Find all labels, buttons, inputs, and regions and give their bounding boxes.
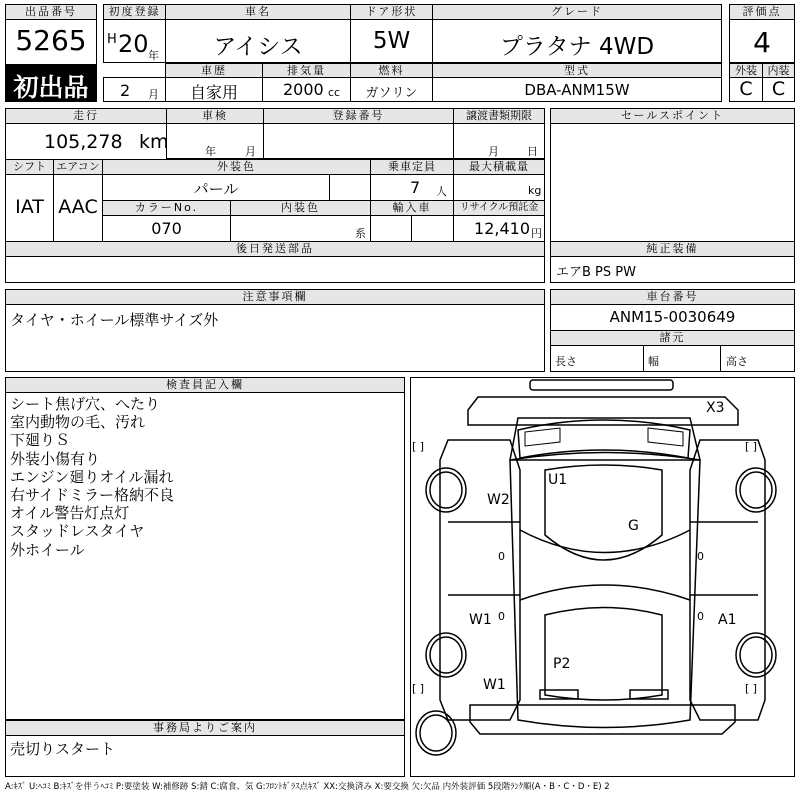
color-no-label: カラーNo. (102, 200, 231, 216)
door-type: 5W (372, 28, 411, 54)
genuine-label: 純正装備 (550, 241, 795, 257)
mark-zero: 0 (697, 610, 704, 623)
mark-w2: W2 (487, 492, 510, 508)
headlight-left (525, 428, 560, 446)
color-no: 070 (151, 219, 182, 238)
transfer-day-unit: 日 (527, 145, 538, 158)
recycle-unit: 円 (531, 227, 542, 240)
caution-text: タイヤ・ホイール標準サイズ外 (10, 311, 219, 329)
int-color-suffix: 系 (355, 227, 366, 240)
inspector-note: オイル警告灯点灯 (10, 504, 130, 523)
inspector-note: シート焦げ穴、へたり (10, 395, 161, 413)
recycle-label: リサイクル預託金 (453, 200, 545, 216)
car-name-label: 車名 (165, 4, 351, 20)
inspector-note: 右サイドミラー格納不良 (10, 486, 174, 505)
score: 4 (753, 26, 771, 59)
legend: A:ｷｽﾞ U:ﾍｺﾐ B:ｷｽﾞを伴うﾍｺﾐ P:要塗装 W:補修跡 S:錆 C:腐食、気 G:ﾌﾛﾝﾄｶﾞﾗｽ点ｷｽﾞ XX:交換済み X:要交換 欠:欠品 内外装評価 5段階ﾗﾝｸ順(A・B・C・D・E) 2 (5, 782, 610, 792)
spare-tire-inner (420, 715, 452, 751)
later-parts-label: 後日発送部品 (5, 241, 545, 257)
mark-u1: U1 (548, 472, 568, 488)
car-name: アイシス (213, 34, 303, 60)
import-label: 輸入車 (370, 200, 454, 216)
rear-right-wheel (736, 633, 776, 677)
displacement-label: 排気量 (262, 63, 351, 78)
mark-zero: 0 (498, 610, 505, 623)
office-text: 売切りスタート (10, 740, 116, 758)
inspector-note: 室内動物の毛、汚れ (10, 413, 146, 432)
chassis-label: 車台番号 (550, 289, 795, 305)
right-body (690, 440, 765, 720)
int-color-cell (230, 215, 371, 242)
inspection-month-unit: 月 (245, 145, 256, 158)
fuel: ガソリン (365, 86, 418, 101)
import-cell-b (411, 215, 454, 242)
max-load-label: 最大積載量 (453, 159, 545, 175)
transfer-month-unit: 月 (488, 145, 499, 158)
lot-number-label: 出品番号 (5, 4, 97, 20)
displacement-unit: cc (328, 86, 341, 99)
inspector-note: 下廻りＳ (10, 431, 71, 450)
ext-color: パール (193, 180, 239, 198)
front-left-wheel (426, 468, 466, 512)
import-cell-a (370, 215, 412, 242)
int-color-label: 内装色 (230, 200, 371, 216)
first-reg-label: 初度登録 (103, 4, 166, 20)
caution-label: 注意事項欄 (5, 289, 545, 305)
genuine-equipment: エアB PS PW (556, 265, 636, 280)
height-label: 高さ (726, 355, 748, 368)
first-listing-text: 初出品 (13, 73, 89, 102)
exterior-grade: C (739, 78, 753, 100)
displacement: 2000 (283, 80, 324, 99)
mileage-label: 走行 (5, 108, 167, 124)
score-label: 評価点 (729, 4, 795, 20)
side-bracket-right: [ ] (745, 440, 758, 453)
inspector-note: 外装小傷有り (10, 449, 101, 468)
mark-zero: 0 (697, 550, 704, 563)
inspector-note: スタッドレスタイヤ (10, 522, 145, 541)
recycle-amount: 12,410 (474, 219, 530, 238)
side-bracket-left: [ ] (412, 440, 425, 453)
model-label: 型式 (432, 63, 722, 78)
history-label: 車歴 (165, 63, 263, 78)
rear-seat-curve (520, 585, 690, 600)
front-bumper-top (530, 380, 673, 390)
model: DBA-ANM15W (524, 81, 630, 99)
headlight-right (648, 428, 683, 446)
rear-left-wheel (426, 633, 466, 677)
inspector-notes (10, 395, 174, 559)
rear-left-wheel-inner (430, 637, 462, 673)
front-left-wheel-inner (430, 472, 462, 508)
shift: IAT (15, 196, 44, 218)
interior-grade: C (771, 78, 786, 100)
sales-point-label: セールスポイント (550, 108, 795, 124)
mileage: 105,278 (44, 131, 123, 153)
length-label: 長さ (555, 355, 577, 368)
reg-month-unit: 月 (148, 88, 159, 101)
ext-color-label: 外装色 (102, 159, 371, 175)
car-diagram (410, 377, 795, 777)
ac: AAC (58, 196, 98, 218)
inspector-note: 外ホイール (10, 540, 85, 559)
reg-year-unit: 年 (148, 49, 159, 62)
inspection-label: 車検 (166, 108, 264, 124)
reg-no-label: 登録番号 (263, 108, 454, 124)
door-label: ドア形状 (350, 4, 433, 20)
roof-outline (510, 453, 700, 728)
rear-window (545, 608, 662, 701)
front-bumper (468, 397, 738, 425)
max-load-unit: kg (528, 184, 542, 197)
interior-grade-label: 内装 (762, 63, 795, 78)
reg-no-cell (263, 123, 454, 159)
lot-number: 5265 (15, 24, 87, 57)
dims-label: 諸元 (550, 330, 795, 346)
mark-x3: X3 (706, 400, 725, 416)
era: H (107, 32, 117, 47)
spare-tire (416, 711, 456, 755)
transfer-deadline-label: 譲渡書類期限 (453, 108, 545, 124)
reg-year: 20 (118, 30, 149, 58)
office-label: 事務局よりご案内 (5, 720, 405, 736)
reg-month: 2 (120, 81, 131, 100)
front-right-wheel (736, 468, 776, 512)
width-label: 幅 (648, 355, 659, 368)
seats: 7 (410, 178, 421, 197)
seats-label: 乗車定員 (370, 159, 454, 175)
grade-label: グレード (432, 4, 722, 20)
inspection-year-unit: 年 (205, 145, 216, 158)
mark-w1-side: W1 (469, 612, 492, 628)
mark-a1: A1 (718, 612, 737, 628)
rear-right-wheel-inner (740, 637, 772, 673)
shift-label: シフト (5, 159, 54, 175)
inspector-label: 検査員記入欄 (5, 377, 405, 393)
ac-label: エアコン (53, 159, 103, 175)
fuel-label: 燃料 (350, 63, 433, 78)
mark-p2: P2 (553, 656, 571, 672)
mark-zero: 0 (498, 550, 505, 563)
mark-w1-rear: W1 (483, 677, 506, 693)
exterior-grade-label: 外装 (729, 63, 763, 78)
chassis-number: ANM15-0030649 (609, 308, 736, 326)
grade: プラタナ 4WD (499, 34, 655, 60)
sales-point-box (550, 123, 795, 242)
seats-unit: 人 (436, 185, 447, 198)
side-bracket-left: [ ] (412, 682, 425, 695)
mileage-unit: km (139, 131, 169, 153)
mark-g: G (628, 518, 639, 534)
inspector-note: エンジン廻りオイル漏れ (10, 467, 174, 486)
history: 自家用 (189, 83, 238, 102)
side-bracket-right: [ ] (745, 682, 758, 695)
left-body (440, 440, 520, 720)
front-right-wheel-inner (740, 472, 772, 508)
ext-color-extra-cell (329, 174, 371, 201)
